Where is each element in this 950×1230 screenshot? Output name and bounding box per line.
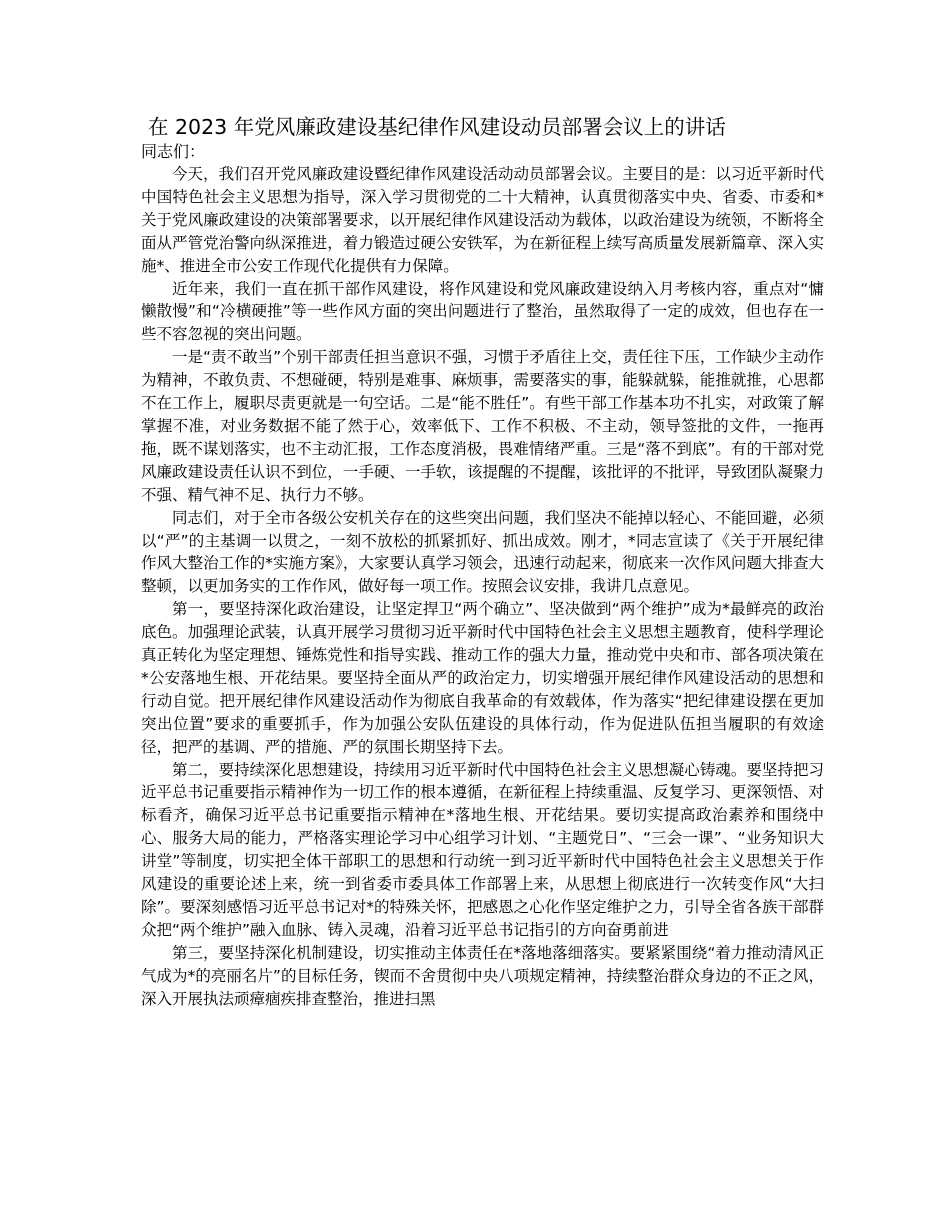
paragraph-problems: 一是“责不敢当”个别干部责任担当意识不强，习惯于矛盾往上交，责任往下压，工作缺少主动作为精神，不敢负责、不想碰硬，特别是难事、麻烦事，需要落实的事，能躲就躲，能推就推，心思都不在工作上，履职尽责更就是一句空话。二是“能不胜任”。有些干部工作基本功不扎实，对政策了解掌握不准，对业务数据不能了然于心，效率低下、工作不积极、不主动，领导签批的文件，一拖再拖，既不谋划落实，也不主动汇报，工作态度消极，畏难情绪严重。三是“落不到底”。有的干部对党风廉政建设责任认识不到位，一手硬、一手软，该提醒的不提醒，该批评的不批评，导致团队凝聚力不强、精气神不足、执行力不够。 — [141, 348, 824, 504]
salutation: 同志们： — [141, 142, 206, 161]
paragraph-comrades: 同志们，对于全市各级公安机关存在的这些突出问题，我们坚决不能掉以轻心、不能回避，必须以“严”的主基调一以贯之，一刻不放松的抓紧抓好、抓出成效。刚才，*同志宣读了《关于开展纪律作风大整治工作的*实施方案》，大家要认真学习领会，迅速行动起来，彻底来一次作风问题大排查大整顿，以更加务实的工作作风，做好每一项工作。按照会议安排，我讲几点意见。 — [141, 508, 824, 596]
paragraph-point-two: 第二，要持续深化思想建设，持续用习近平新时代中国特色社会主义思想凝心铸魂。要坚持把习近平总书记重要指示精神作为一切工作的根本遵循，在新征程上持续重温、反复学习、更深领悟、对标看齐，确保习近平总书记重要指示精神在*落地生根、开花结果。要切实提高政治素养和围绕中心、服务大局的能力，严格落实理论学习中心组学习计划、“主题党日”、“三会一课”、“业务知识大讲堂”等制度，切实把全体干部职工的思想和行动统一到习近平新时代中国特色社会主义思想关于作风建设的重要论述上来，统一到省委市委具体工作部署上来，从思想上彻底进行一次转变作风“大扫除”。要深刻感悟习近平总书记对*的特殊关怀，把感恩之心化作坚定维护之力，引导全省各族干部群众把“两个维护”融入血脉、铸入灵魂，沿着习近平总书记指引的方向奋勇前进 — [141, 760, 824, 939]
paragraph-recent-years: 近年来，我们一直在抓干部作风建设，将作风建设和党风廉政建设纳入月考核内容，重点对“慵懒散慢”和“冷横硬推”等一些作风方面的突出问题进行了整治，虽然取得了一定的成效，但也存在一些不容忽视的突出问题。 — [141, 279, 824, 344]
document-title: 在 2023 年党风廉政建设基纪律作风建设动员部署会议上的讲话 — [148, 115, 726, 139]
paragraph-point-one: 第一，要坚持深化政治建设，让坚定捍卫“两个确立”、坚决做到“两个维护”成为*最鲜亮的政治底色。加强理论武装，认真开展学习贯彻习近平新时代中国特色社会主义思想主题教育，使科学理论真正转化为坚定理想、锤炼党性和指导实践、推动工作的强大力量，推动党中央和市、部各项决策在*公安落地生根、开花结果。要坚持全面从严的政治定力，切实增强开展纪律作风建设活动的思想和行动自觉。把开展纪律作风建设活动作为彻底自我革命的有效载体，作为落实“把纪律建设摆在更加突出位置”要求的重要抓手，作为加强公安队伍建设的具体行动，作为促进队伍担当履职的有效途径，把严的基调、严的措施、严的氛围长期坚持下去。 — [141, 600, 824, 756]
paragraph-point-three: 第三，要坚持深化机制建设，切实推动主体责任在*落地落细落实。要紧紧围绕“着力推动清风正气成为*的亮丽名片”的目标任务，锲而不舍贯彻中央八项规定精神，持续整治群众身边的不正之风，深入开展执法顽瘴痼疾排查整治，推进扫黑 — [141, 943, 824, 1008]
paragraph-intro: 今天，我们召开党风廉政建设暨纪律作风建设活动动员部署会议。主要目的是：以习近平新时代中国特色社会主义思想为指导，深入学习贯彻党的二十大精神，认真贯彻落实中央、省委、市委和*关于党风廉政建设的决策部署要求，以开展纪律作风建设活动为载体，以政治建设为统领，不断将全面从严管党治警向纵深推进，着力锻造过硬公安铁军，为在新征程上续写高质量发展新篇章、深入实施*、推进全市公安工作现代化提供有力保障。 — [141, 165, 824, 275]
